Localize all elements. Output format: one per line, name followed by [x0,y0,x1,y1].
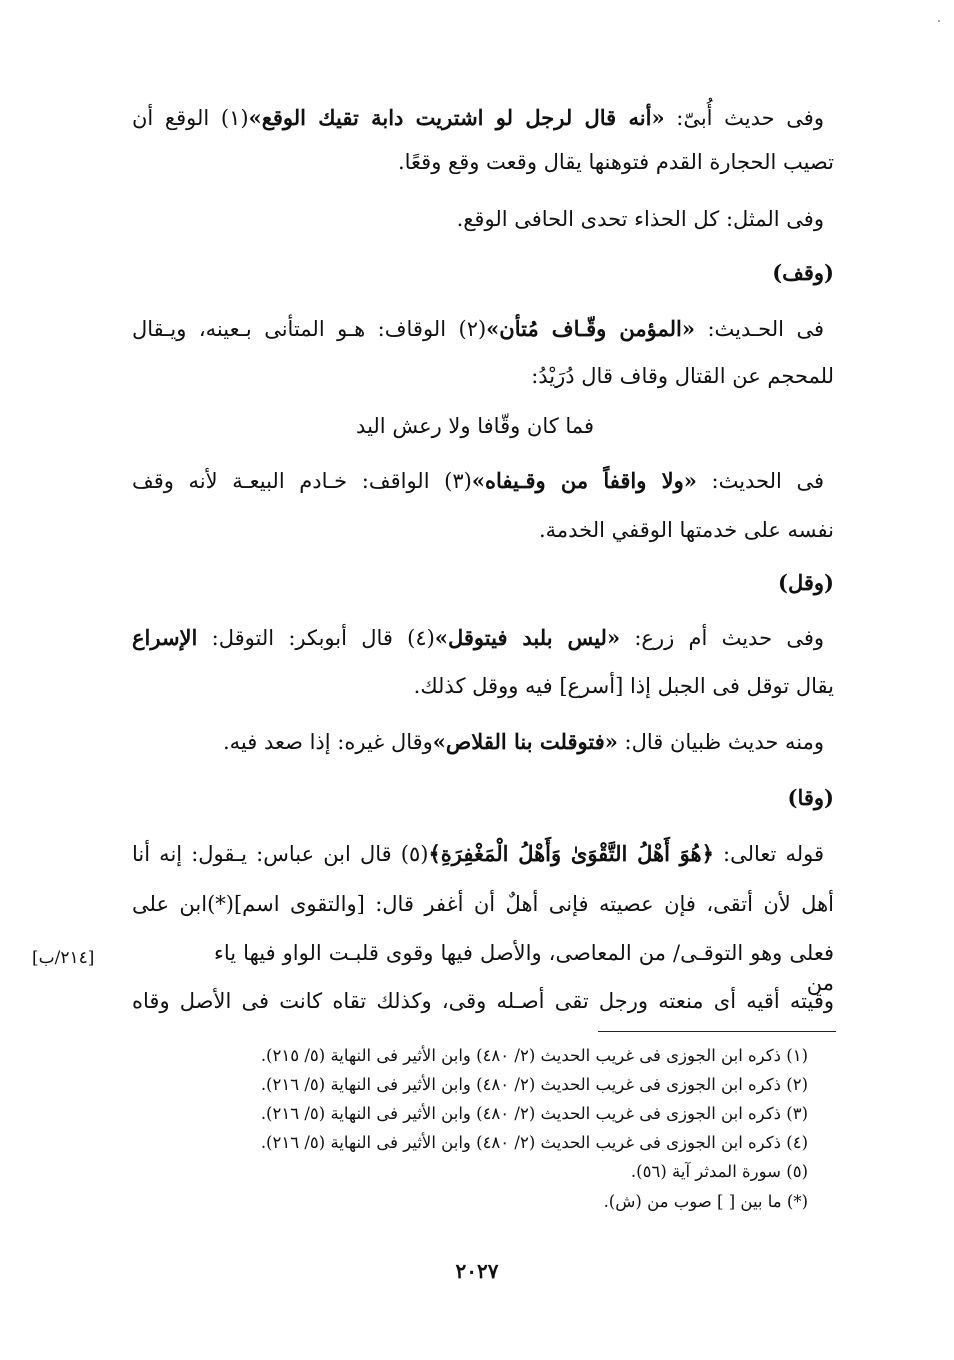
text-run: فى الحديث: [696,469,825,493]
text-run: (٤) قال أبوبكر: التوقل: [197,626,435,650]
text-run: وفى حديث أم زرع: [620,626,824,650]
text-line [132,623,824,653]
text-line [132,466,824,496]
bold-quote: «المؤمن وقّـاف مُتأن» [486,316,695,341]
text-run: وقال غيره: إذا صعد فيه. [222,730,433,754]
text-run: (٥) قال ابن عباس: يـقول: إنه أنا [132,842,429,866]
scan-speck [938,20,940,22]
text-line [132,889,834,919]
margin-folio-note: [٢١٤/ب] [32,948,95,968]
bold-quote: «فتوقلت بنا القلاص» [432,729,618,754]
text-line [414,671,834,701]
text-line [772,258,834,288]
text-line [356,411,594,441]
text-line [132,986,834,1016]
text-run: وفى حديث أُبىّ: [664,106,824,130]
bold-quote: (وقا) [787,785,834,810]
page-number: ٢٠٢٧ [455,1259,499,1283]
text-run: وفى المثل: كل الحذاء تحدى الحافى الوقع. [456,207,824,231]
footnote: (٥) سورة المدثر آية (٥٦). [630,1162,808,1181]
text-line [132,314,824,344]
text-line [132,839,824,869]
text-run: ومنه حديث ظبيان قال: [617,730,824,754]
text-line [539,515,834,545]
text-line [457,204,824,234]
footnote-separator [598,1031,836,1032]
text-run: فما كان وقّافا ولا رعش اليد [356,414,594,438]
text-run: للمحجم عن القتال وقاف قال دُرَيْدُ: [531,364,834,388]
text-run: وقيته أقيه أى منعته ورجل تقى أصـله وقى، وكذلك تقاه كانت فى الأصل وقاه [132,989,834,1013]
text-line [778,568,834,598]
text-run: يقال توقل فى الجبل إذا [أسرع] فيه ووقل كذلك. [413,674,834,698]
text-run: (٢) الوقاف: هـو المتأنى بـعينه، ويـقال [132,317,487,341]
footnote: (٢) ذكره ابن الجوزى فى غريب الحديث (٢/ ٤٨٠) وابن الأثير فى النهاية (٥/ ٢١٦). [260,1075,808,1094]
text-run: أهل لأن أتقى، فإن عصيته فإنى أهلٌ أن أغفر قال: [والتقوى اسم](*)ابن على [132,892,834,916]
text-line [398,147,834,177]
bold-quote: ﴿هُوَ أَهْلُ التَّقْوَىٰ وَأَهْلُ الْمَغْفِرَةِ﴾ [428,841,714,866]
text-line [788,783,834,813]
bold-quote: «ليس بلبد فيتوقل» [434,625,621,650]
bold-quote: الإسراع [132,625,198,650]
footnote: (*) ما بين [ ] صوب من (ش). [603,1192,808,1211]
footnote: (١) ذكره ابن الجوزى فى غريب الحديث (٢/ ٤٨٠) وابن الأثير فى النهاية (٥/ ٢١٥). [260,1046,808,1065]
bold-quote: «أنه قال لرجل لو اشتريت دابة تقيك الوقع» [248,105,665,130]
text-run: فعلى وهو التوقـى/ من المعاصى، والأصل فيها وقوى قلبـت الواو فيها ياء من [214,941,834,995]
text-run: فى الحـديث: [695,317,824,341]
text-run: (٣) الواقف: خـادم البيعـة لأنه وقف [132,469,472,493]
text-run: (١) الوقع أن [132,106,249,130]
text-line [223,727,824,757]
bold-quote: (وقف) [772,260,834,285]
bold-quote: «ولا واقفاً من وقـيفاه» [471,468,697,493]
footnote: (٤) ذكره ابن الجوزى فى غريب الحديث (٢/ ٤٨٠) وابن الأثير فى النهاية (٥/ ٢١٦). [260,1133,808,1152]
text-run: تصيب الحجارة القدم فتوهنها يقال وقعت وقع وقعًا. [397,150,834,174]
text-line [132,103,824,133]
text-line [531,361,834,391]
text-run: نفسه على خدمتها الوقفي الخدمة. [538,518,834,542]
text-run: قوله تعالى: [713,842,824,866]
bold-quote: (وقل) [778,570,834,595]
footnote: (٣) ذكره ابن الجوزى فى غريب الحديث (٢/ ٤٨٠) وابن الأثير فى النهاية (٥/ ٢١٦). [260,1104,808,1123]
